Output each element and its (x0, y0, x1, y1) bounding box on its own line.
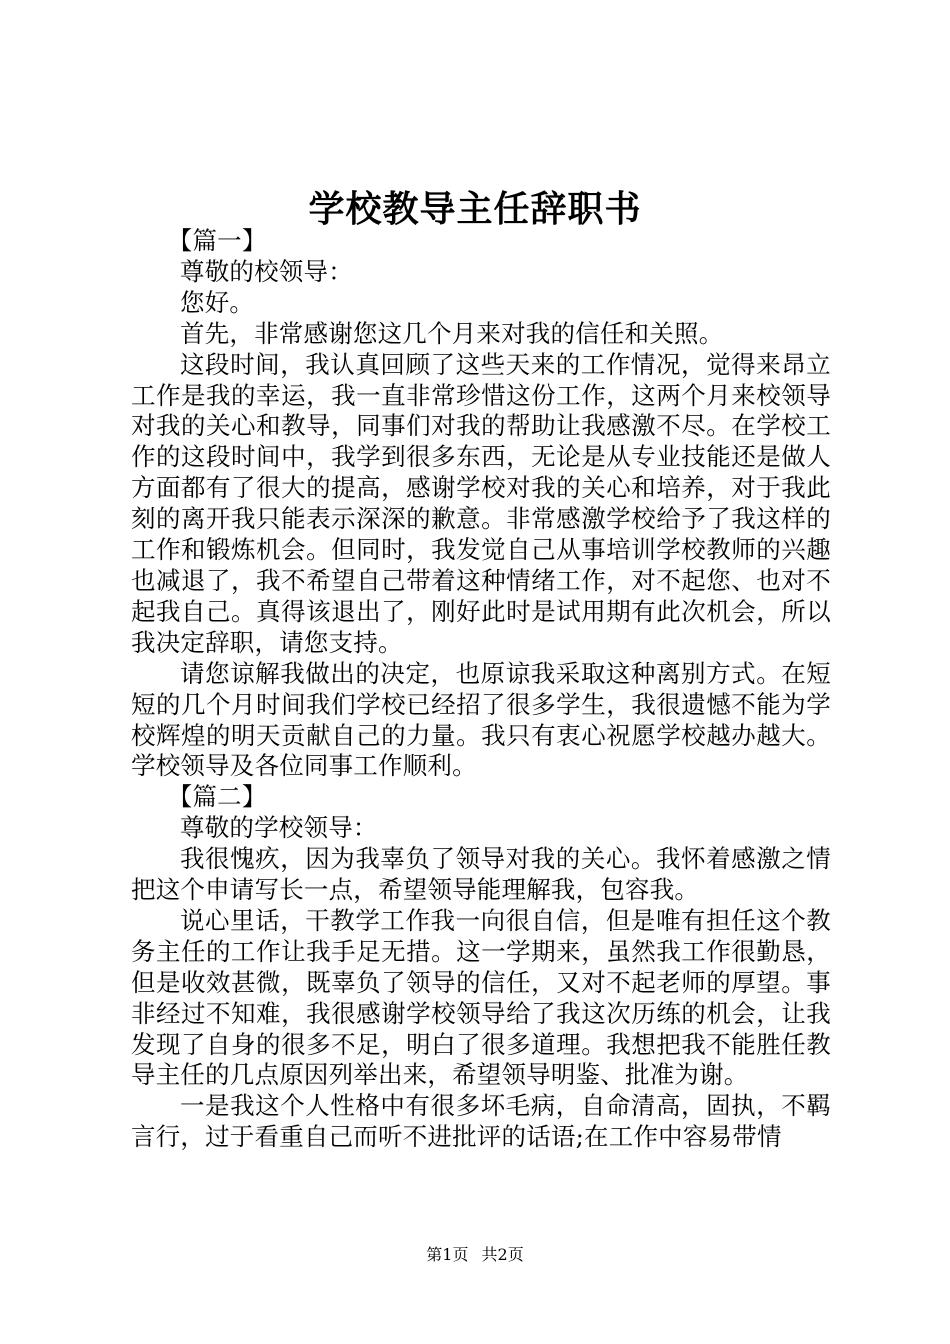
body-paragraph: 请您谅解我做出的决定，也原谅我采取这种离别方式。在短短的几个月时间我们学校已经招了很多学生，我很遗憾不能为学校辉煌的明天贡献自己的力量。我只有衷心祝愿学校越办越大。学校领导及各位同事工作顺利。 (131, 658, 831, 781)
greeting: 您好。 (180, 287, 255, 317)
section-heading-2: 【篇二】 (167, 782, 267, 812)
page-footer (0, 1244, 950, 1266)
page-total: 共2页 (481, 1245, 524, 1264)
salutation: 尊敬的校领导： (180, 256, 353, 286)
page-number: 第1页 (426, 1245, 469, 1264)
salutation: 尊敬的学校领导： (180, 813, 378, 843)
body-paragraph: 一是我这个人性格中有很多坏毛病，自命清高，固执，不羁言行，过于看重自己而听不进批评的话语;在工作中容易带情 (131, 1091, 831, 1152)
body-paragraph: 我很愧疚，因为我辜负了领导对我的关心。我怀着感激之情把这个申请写长一点，希望领导能理解我，包容我。 (131, 844, 831, 905)
section-heading-1: 【篇一】 (167, 226, 267, 255)
body-paragraph: 说心里话，干教学工作我一向很自信，但是唯有担任这个教务主任的工作让我手足无措。这一学期来，虽然我工作很勤恳，但是收效甚微，既辜负了领导的信任，又对不起老师的厚望。事非经过不知难，我很感谢学校领导给了我这次历练的机会，让我发现了自身的很多不足，明白了很多道理。我想把我不能胜任教导主任的几点原因列举出来，希望领导明鉴、批准为谢。 (131, 905, 831, 1090)
body-paragraph: 首先，非常感谢您这几个月来对我的信任和关照。 (180, 318, 724, 348)
body-paragraph: 这段时间，我认真回顾了这些天来的工作情况，觉得来昂立工作是我的幸运，我一直非常珍惜这份工作，这两个月来校领导对我的关心和教导，同事们对我的帮助让我感激不尽。在学校工作的这段时间中，我学到很多东西，无论是从专业技能还是做人方面都有了很大的提高，感谢学校对我的关心和培养，对于我此刻的离开我只能表示深深的歉意。非常感激学校给予了我这样的工作和锻炼机会。但同时，我发觉自己从事培训学校教师的兴趣也减退了，我不希望自己带着这种情绪工作，对不起您、也对不起我自己。真得该退出了，刚好此时是试用期有此次机会，所以我决定辞职，请您支持。 (131, 349, 831, 657)
document-title: 学校教导主任辞职书 (308, 188, 642, 230)
document-body (131, 226, 831, 1153)
